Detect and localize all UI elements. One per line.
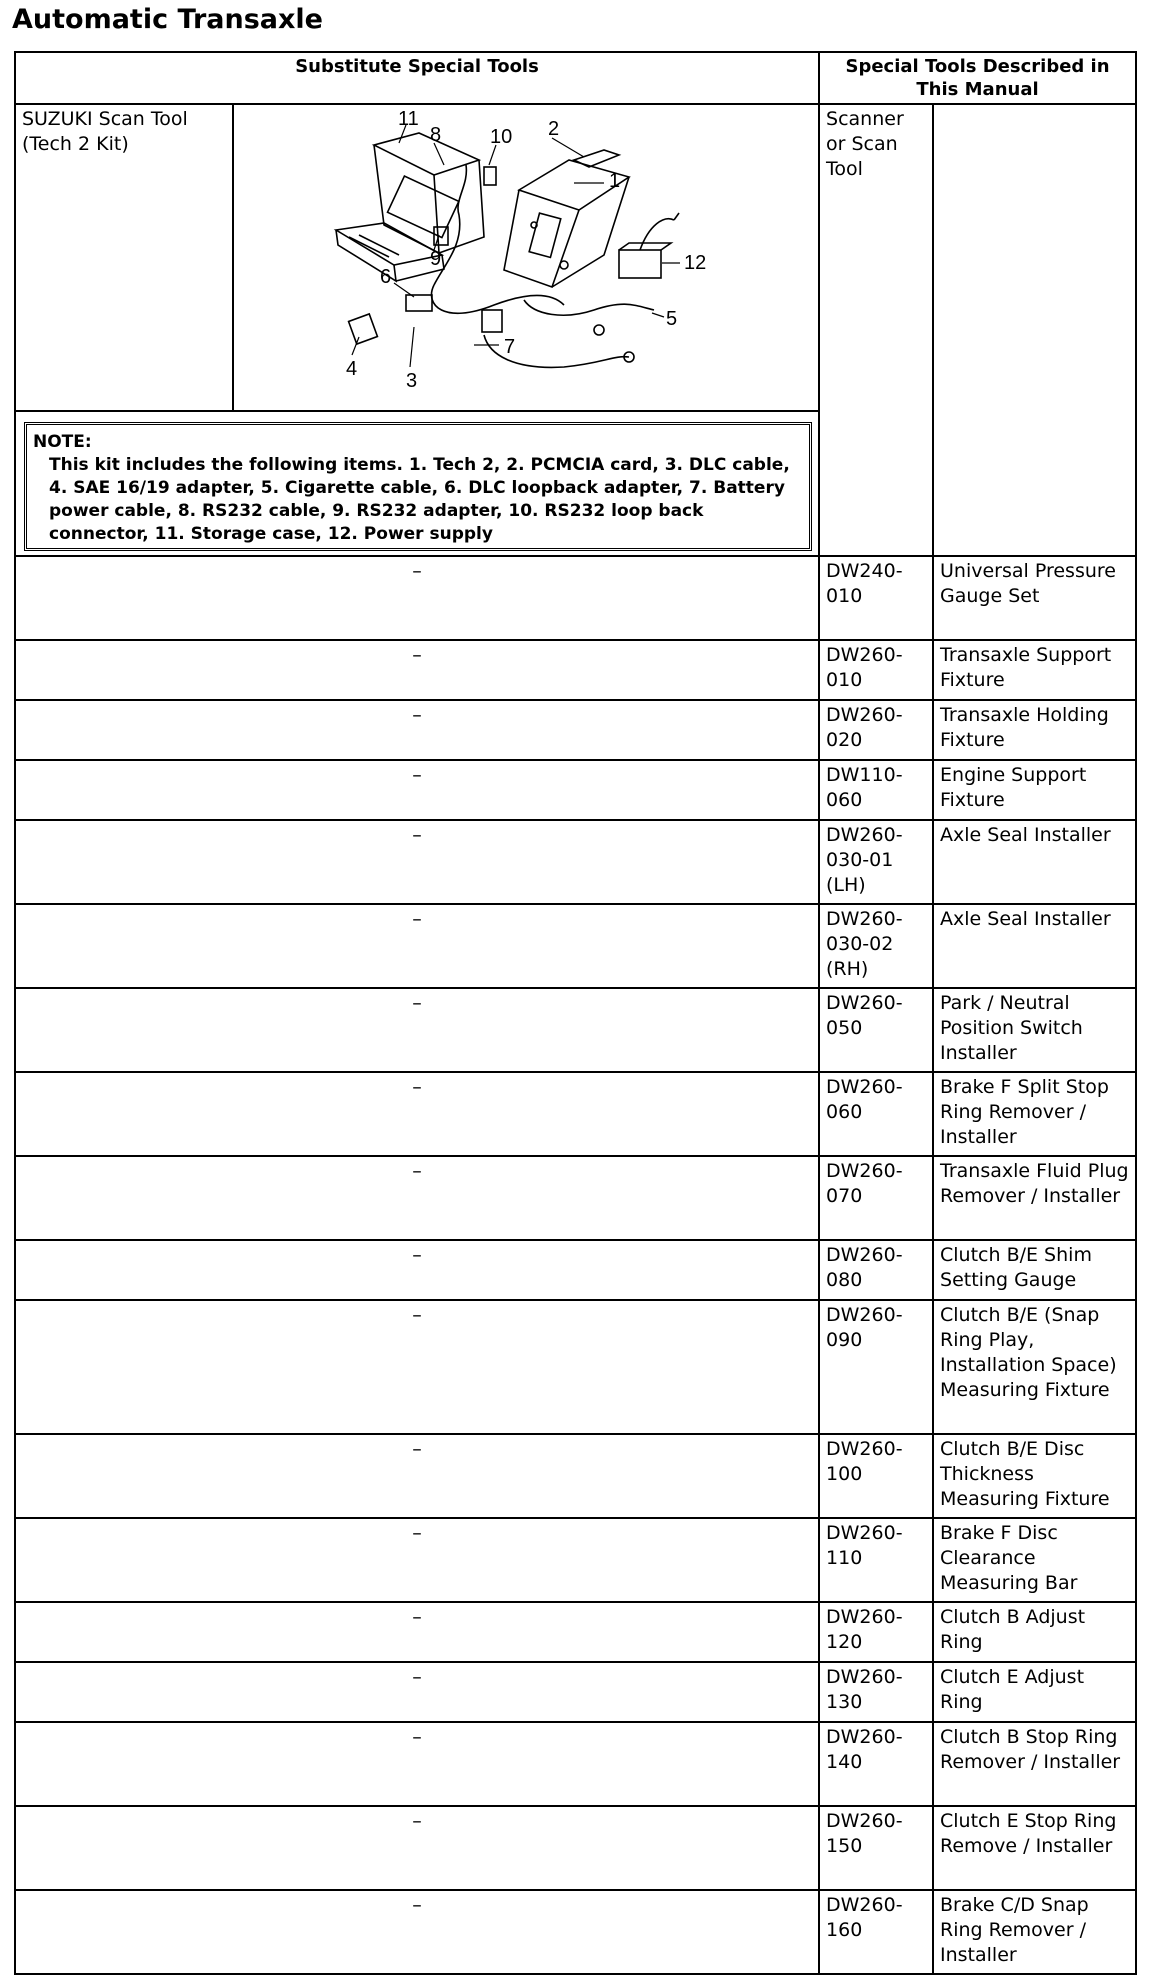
tool-code: DW110-060: [819, 760, 933, 820]
tool-code: DW260-130: [819, 1662, 933, 1722]
scan-tool-row: [15, 104, 1136, 411]
tool-name: Clutch B/E Shim Setting Gauge: [933, 1240, 1136, 1300]
substitute-tool-cell: –: [15, 1156, 819, 1240]
tool-name: Transaxle Support Fixture: [933, 640, 1136, 700]
substitute-tool-cell: –: [15, 1722, 819, 1806]
tool-name: Axle Seal Installer: [933, 820, 1136, 904]
page-title: Automatic Transaxle: [12, 4, 323, 35]
substitute-tool-cell: –: [15, 1434, 819, 1518]
dlc-cable-drawing: [432, 285, 565, 313]
tool-code: DW260-140: [819, 1722, 933, 1806]
tool-code: DW260-060: [819, 1072, 933, 1156]
tool-name: Clutch E Adjust Ring: [933, 1662, 1136, 1722]
tech2-kit-illustration: [234, 105, 820, 408]
note-text: This kit includes the following items. 1. Tech 2, 2. PCMCIA card, 3. DLC cable, 4. SAE 16/19 adapter, 5. Cigarette cable, 6. DLC loopback adapter, 7. Battery power cable, 8. RS232 cable, 9. RS232 adapter, 10. RS232 loop back connector, 11. Storage case, 12. Power supply: [49, 455, 790, 544]
table-row: [15, 1072, 1136, 1156]
table-row: [15, 1806, 1136, 1890]
substitute-tool-cell: –: [15, 1806, 819, 1890]
callout-11: 11: [398, 108, 419, 130]
table-row: [15, 1890, 1136, 1974]
table-row: [15, 640, 1136, 700]
tool-name: Transaxle Fluid Plug Remover / Installer: [933, 1156, 1136, 1240]
tool-code: DW260-120: [819, 1602, 933, 1662]
tool-code: DW260-100: [819, 1434, 933, 1518]
substitute-tool-cell: –: [15, 1890, 819, 1974]
tool-code: DW260-050: [819, 988, 933, 1072]
note-cell: [15, 411, 819, 556]
tool-code: DW260-110: [819, 1518, 933, 1602]
tool-name: Clutch B/E Disc Thickness Measuring Fixture: [933, 1434, 1136, 1518]
table-row: [15, 700, 1136, 760]
tool-name: Transaxle Holding Fixture: [933, 700, 1136, 760]
tool-name: Clutch B/E (Snap Ring Play, Installation Space) Measuring Fixture: [933, 1300, 1136, 1434]
tool-code: DW260-020: [819, 700, 933, 760]
table-row: [15, 1434, 1136, 1518]
callout-7: 7: [504, 336, 516, 358]
tool-name: Park / Neutral Position Switch Installer: [933, 988, 1136, 1072]
tool-name: Engine Support Fixture: [933, 760, 1136, 820]
note-box: [24, 422, 812, 551]
table-row: [15, 820, 1136, 904]
header-manual-tools: Special Tools Described in This Manual: [819, 52, 1136, 104]
substitute-tool-cell: –: [15, 1518, 819, 1602]
callout-6: 6: [380, 266, 392, 288]
substitute-tool-cell: –: [15, 640, 819, 700]
tool-name: Brake C/D Snap Ring Remover / Installer: [933, 1890, 1136, 1974]
tool-name: Universal Pressure Gauge Set: [933, 556, 1136, 640]
table-row: [15, 1300, 1136, 1434]
callout-5: 5: [666, 308, 678, 330]
tool-code: DW260-090: [819, 1300, 933, 1434]
callout-9: 9: [430, 248, 442, 270]
cigarette-cable-drawing: [524, 300, 654, 315]
tool-code: DW260-070: [819, 1156, 933, 1240]
substitute-tool-cell: –: [15, 820, 819, 904]
callout-12: 12: [684, 252, 707, 274]
callout-1: 1: [609, 170, 621, 192]
tool-code: DW260-010: [819, 640, 933, 700]
tool-code: DW240-010: [819, 556, 933, 640]
substitute-tool-cell: –: [15, 904, 819, 988]
table-header-row: [15, 52, 1136, 104]
substitute-tool-cell: –: [15, 1602, 819, 1662]
tool-name: Clutch B Adjust Ring: [933, 1602, 1136, 1662]
substitute-tool-cell: –: [15, 1240, 819, 1300]
table-row: [15, 1156, 1136, 1240]
pcmcia-card-drawing: [574, 150, 619, 167]
substitute-tool-cell: –: [15, 1662, 819, 1722]
tool-name: Axle Seal Installer: [933, 904, 1136, 988]
tool-code: DW260-030-02 (RH): [819, 904, 933, 988]
table-row: [15, 1722, 1136, 1806]
tool-name: Clutch E Stop Ring Remove / Installer: [933, 1806, 1136, 1890]
scan-tool-name: SUZUKI Scan Tool (Tech 2 Kit): [15, 104, 233, 411]
power-supply-drawing: [619, 213, 679, 278]
tool-code: DW260-030-01 (LH): [819, 820, 933, 904]
callout-8: 8: [430, 124, 442, 146]
scan-tool-manual-blank: [933, 104, 1136, 556]
table-row: [15, 1602, 1136, 1662]
special-tools-table: [14, 51, 1137, 1975]
table-row: [15, 1240, 1136, 1300]
dlc-loopback-drawing: [406, 295, 432, 311]
tool-code: DW260-150: [819, 1806, 933, 1890]
table-row: [15, 556, 1136, 640]
substitute-tool-cell: –: [15, 556, 819, 640]
scan-tool-illustration: [233, 104, 819, 411]
substitute-tool-cell: –: [15, 1072, 819, 1156]
substitute-tool-cell: –: [15, 988, 819, 1072]
callout-2: 2: [548, 118, 560, 140]
storage-case-drawing: [336, 133, 484, 281]
loopback-connector-drawing: [484, 167, 496, 185]
table-row: [15, 904, 1136, 988]
tool-name: Brake F Split Stop Ring Remover / Installer: [933, 1072, 1136, 1156]
header-substitute-tools: Substitute Special Tools: [15, 52, 819, 104]
table-row: [15, 1518, 1136, 1602]
tool-code: DW260-080: [819, 1240, 933, 1300]
table-row: [15, 760, 1136, 820]
table-row: [15, 988, 1136, 1072]
tool-code: DW260-160: [819, 1890, 933, 1974]
substitute-tool-cell: –: [15, 700, 819, 760]
table-row: [15, 1662, 1136, 1722]
callout-10: 10: [490, 126, 513, 148]
tool-name: Clutch B Stop Ring Remover / Installer: [933, 1722, 1136, 1806]
tool-name: Brake F Disc Clearance Measuring Bar: [933, 1518, 1136, 1602]
callout-4: 4: [346, 358, 358, 380]
scan-tool-manual-name: Scanner or Scan Tool: [819, 104, 933, 556]
sae-adapter-drawing: [349, 314, 378, 344]
substitute-tool-cell: –: [15, 1300, 819, 1434]
substitute-tool-cell: –: [15, 760, 819, 820]
note-label: NOTE:: [33, 432, 92, 452]
callout-3: 3: [406, 370, 418, 392]
